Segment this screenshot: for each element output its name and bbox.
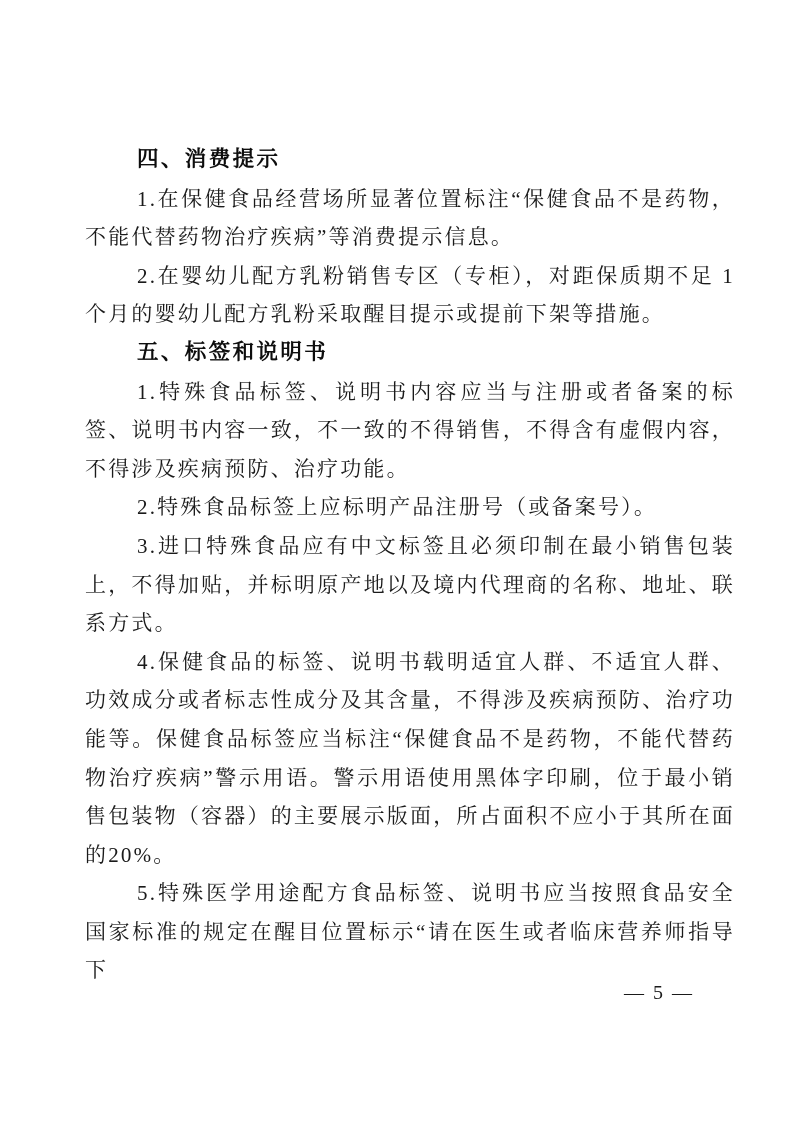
paragraph: 2.特殊食品标签上应标明产品注册号（或备案号）。 — [137, 495, 658, 520]
paragraph: 5.特殊医学用途配方食品标签、说明书应当按照食品安全国家标准的规定在醒目位置标示“请在医生或者临床营养师指导下 — [85, 881, 735, 983]
page-number: — 5 — — [624, 982, 694, 1004]
paragraph: 4.保健食品的标签、说明书载明适宜人群、不适宜人群、功效成分或者标志性成分及其含量，不得涉及疾病预防、治疗功能等。保健食品标签应当标注“保健食品不是药物，不能代替药物治疗疾病”警示用语。警示用语使用黑体字印刷，位于最小销售包装物（容器）的主要展示版面，所占面积不应小于其所在面的20%。 — [85, 649, 735, 867]
paragraph: 1.特殊食品标签、说明书内容应当与注册或者备案的标签、说明书内容一致，不一致的不得销售，不得含有虚假内容，不得涉及疾病预防、治疗功能。 — [85, 379, 735, 481]
document-content — [85, 141, 735, 990]
paragraph: 2.在婴幼儿配方乳粉销售专区（专柜），对距保质期不足 1 个月的婴幼儿配方乳粉采取醒目提示或提前下架等措施。 — [85, 263, 735, 327]
section-heading-labels-instructions: 五、标签和说明书 — [137, 339, 329, 365]
paragraph: 1.在保健食品经营场所显著位置标注“保健食品不是药物，不能代替药物治疗疾病”等消费提示信息。 — [85, 186, 735, 250]
section-heading-consumer-tips: 四、消费提示 — [137, 147, 281, 172]
paragraph: 3.进口特殊食品应有中文标签且必须印制在最小销售包装上，不得加贴，并标明原产地以及境内代理商的名称、地址、联系方式。 — [85, 533, 735, 636]
